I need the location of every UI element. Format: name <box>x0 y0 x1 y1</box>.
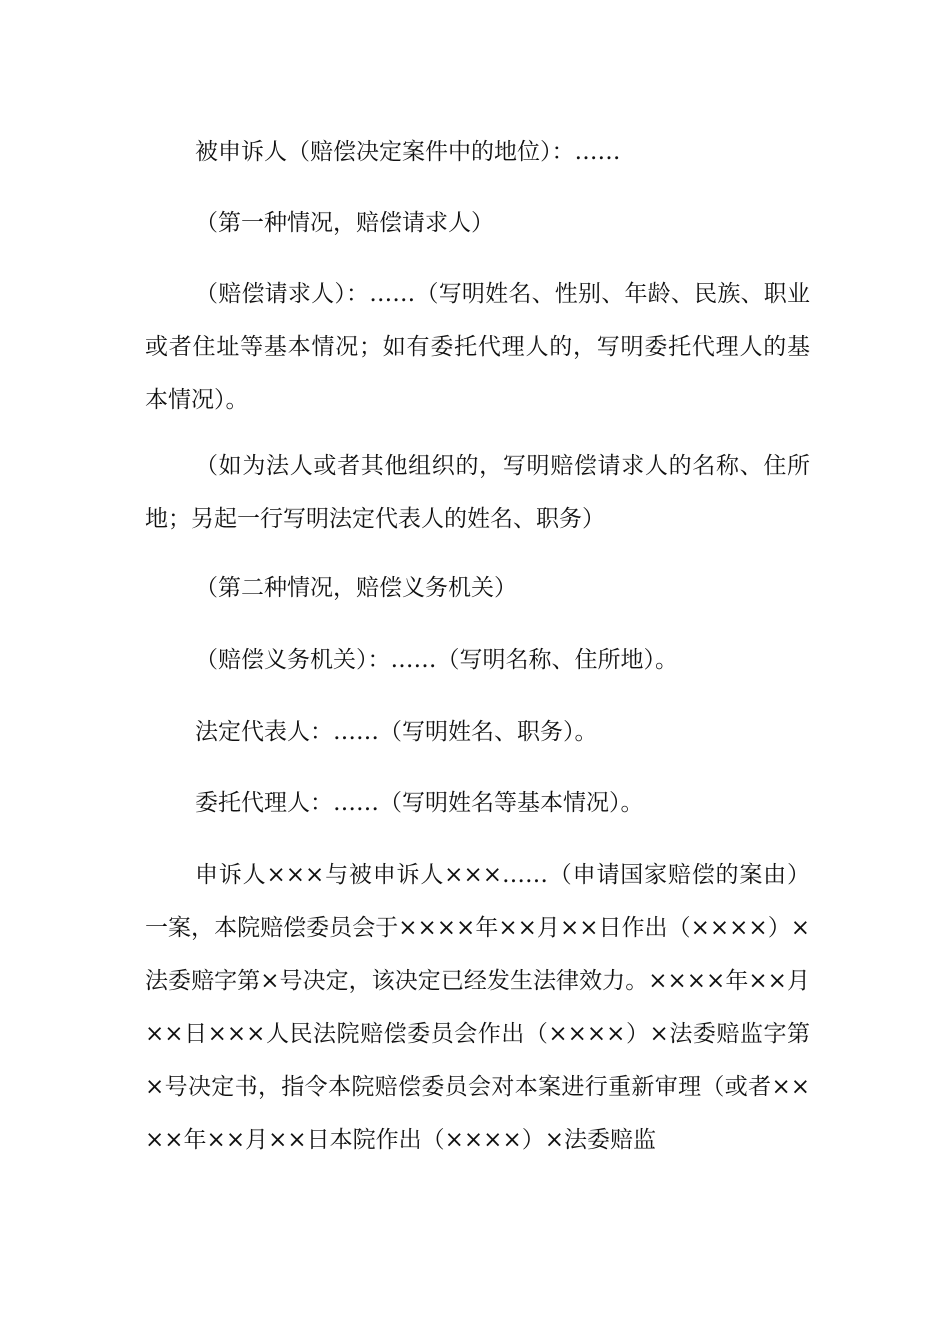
case-body-paragraph: 申诉人×××与被申诉人×××……（申请国家赔偿的案由）一案，本院赔偿委员会于××××年××月××日作出（××××）×法委赔字第×号决定，该决定已经发生法律效力。××××年××月××日×××人民法院赔偿委员会作出（××××）×法委赔监字第×号决定书，指令本院赔偿委员会对本案进行重新审理（或者××××年××月××日本院作出（××××）×法委赔监 <box>145 862 810 1153</box>
legal-representative-paragraph: 法定代表人：……（写明姓名、职务）。 <box>195 719 598 745</box>
authorized-agent-paragraph: 委托代理人：……（写明姓名等基本情况）。 <box>195 790 644 816</box>
first-situation-heading: （第一种情况，赔偿请求人） <box>195 210 494 236</box>
respondent-paragraph: 被申诉人（赔偿决定案件中的地位）：…… <box>195 139 621 165</box>
legal-person-paragraph: （如为法人或者其他组织的，写明赔偿请求人的名称、住所地；另起一行写明法定代表人的姓名、职务） <box>145 453 810 532</box>
second-situation-heading: （第二种情况，赔偿义务机关） <box>195 575 517 601</box>
compensation-obligor-paragraph: （赔偿义务机关）：……（写明名称、住所地）。 <box>195 647 678 673</box>
compensation-claimant-paragraph: （赔偿请求人）：……（写明姓名、性别、年龄、民族、职业或者住址等基本情况；如有委托代理人的，写明委托代理人的基本情况）。 <box>145 281 810 413</box>
